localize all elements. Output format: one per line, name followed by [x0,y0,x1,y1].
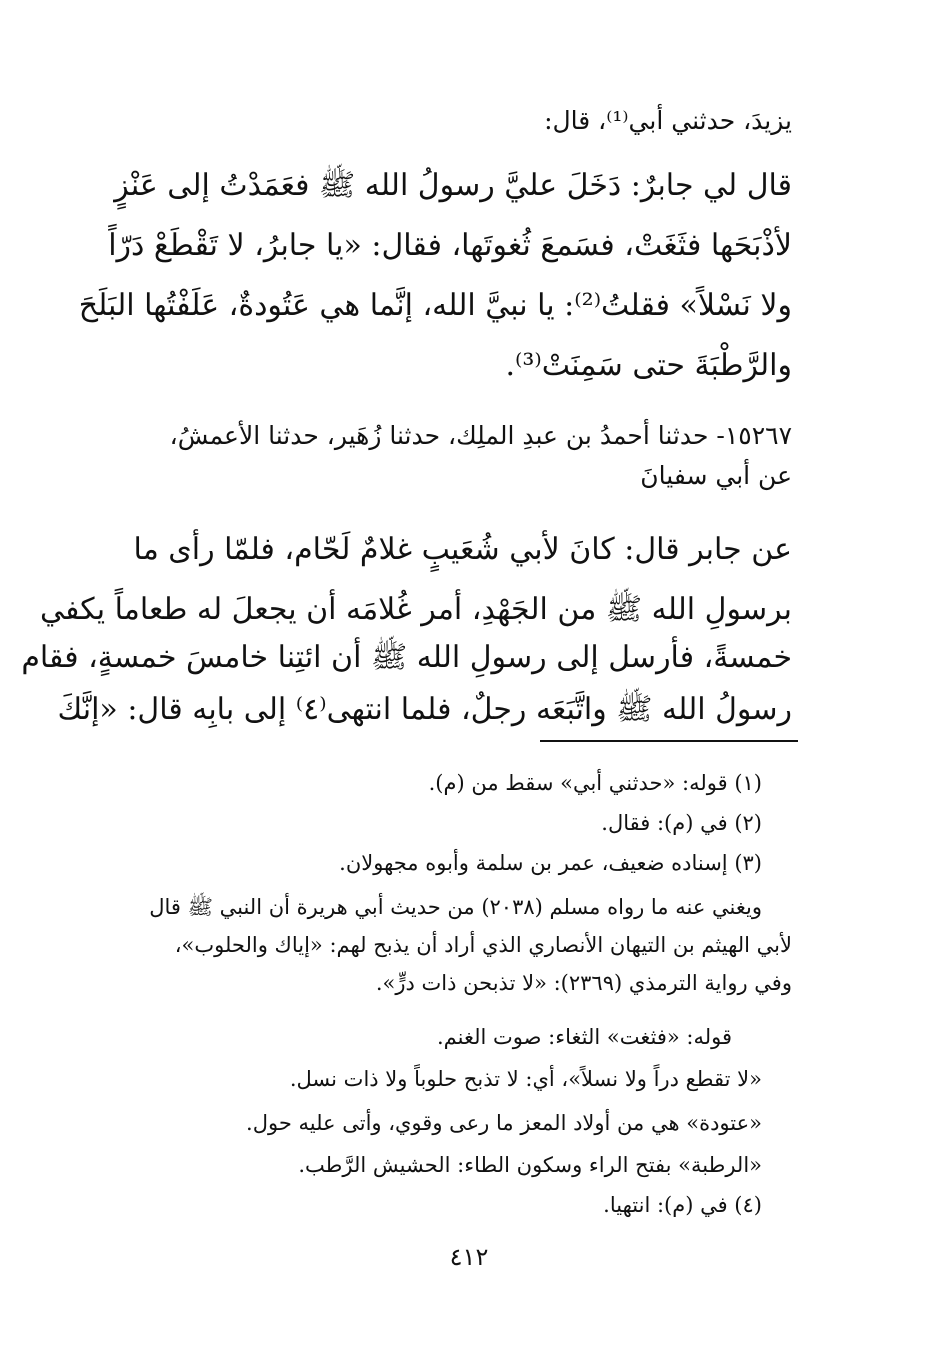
isnad-line: عن أبي سفيانَ [640,461,792,490]
gloss-line: «عتودة» هي من أولاد المعز ما رعى وقوي، وأتى عليه حول. [246,1111,762,1135]
page-number: ٤١٢ [449,1243,489,1271]
gloss-line: «لا تقطع دراً ولا نسلاً»، أي: لا تذبح حلوباً ولا ذات نسل. [289,1067,762,1091]
footnote-2: (٢) في (م): فقال. [601,811,762,835]
hadith-1-line: والرَّطْبَةَ حتى سَمِنَتْ⁽³⁾. [505,348,792,383]
hadith-2-line: رسولُ الله ﷺ واتَّبَعَه رجلٌ، فلما انتهى⁽٤⁾ إلى بابِه قال: «إنَّكَ [57,692,792,727]
isnad-line: ١٥٢٦٧- حدثنا أحمدُ بن عبدِ الملِك، حدثنا زُهَير، حدثنا الأعمشُ، [169,421,792,450]
footnote-3-continuation: ويغني عنه ما رواه مسلم (٢٠٣٨) من حديث أبي هريرة أن النبي ﷺ قال [149,895,762,919]
footnote-1: (١) قوله: «حدثني أبي» سقط من (م). [428,771,762,795]
footnote-separator [540,740,798,742]
gloss-line: «الرطبة» بفتح الراء وسكون الطاء: الحشيش الرَّطب. [298,1153,762,1177]
gloss-line: قوله: «فثغت» الثغاء: صوت الغنم. [437,1025,732,1049]
footnote-3-continuation: وفي رواية الترمذي (٢٣٦٩): «لا تذبحن ذات درٍّ». [375,971,792,995]
hadith-1-line: لأذْبَحَها فثَغَتْ، فسَمعَ ثُغوتَها، فقال: «يا جابرُ، لا تَقْطَعْ دَرّاً [108,228,792,263]
footnote-3: (٣) إسناده ضعيف، عمر بن سلمة وأبوه مجهولان. [339,851,762,875]
hadith-1-line: ولا نَسْلاً» فقلتُ⁽²⁾: يا نبيَّ الله، إنَّما هي عَتُودةٌ، عَلَفْتُها البَلَحَ [78,288,792,323]
header-line: يزيدَ، حدثني أبي⁽¹⁾، قال: [544,106,792,135]
footnote-3-continuation: لأبي الهيثم بن التيهان الأنصاري الذي أراد أن يذبح لهم: «إياك والحلوب»، [174,933,792,957]
hadith-2-line: برسولِ الله ﷺ من الجَهْدِ، أمر غُلامَه أن يجعلَ له طعاماً يكفي [40,592,792,627]
hadith-2-line: خمسةً، فأرسل إلى رسولِ الله ﷺ أن ائتِنا خامسَ خمسةٍ، فقام [21,640,792,675]
footnote-4: (٤) في (م): انتهيا. [603,1193,762,1217]
hadith-1-line: قال لي جابرٌ: دَخَلَ عليَّ رسولُ الله ﷺ فعَمَدْتُ إلى عَنْزٍ [114,168,792,203]
hadith-2-line: عن جابر قال: كانَ لأبي شُعَيبٍ غلامٌ لَحّام، فلمّا رأى ما [133,532,792,567]
